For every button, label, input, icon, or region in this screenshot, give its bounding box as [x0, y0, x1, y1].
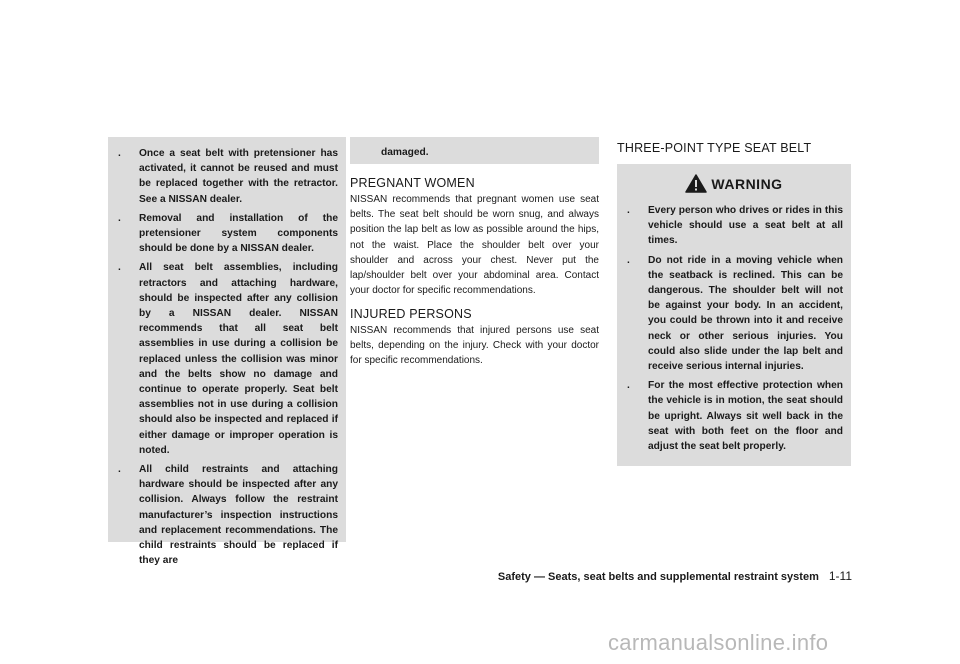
injured-persons-body: NISSAN recommends that injured persons use seat belts, depending on the injury. Check with your doctor for specific recommendations.: [350, 325, 599, 367]
warning-box-continued: [108, 137, 346, 567]
list-item: [116, 211, 338, 257]
warning-list-left: [116, 146, 338, 568]
list-item-text: Removal and installation of the pretensioner system components should be done by a NISSAN dealer.: [139, 212, 338, 255]
bullet-icon: .: [118, 148, 121, 159]
list-item: [625, 203, 843, 249]
injured-persons-heading: INJURED PERSONS: [350, 307, 472, 321]
list-item: [625, 378, 843, 454]
watermark: carmanualsonline.info: [608, 630, 829, 655]
warning-label: WARNING: [711, 175, 783, 192]
bullet-icon: .: [627, 205, 630, 216]
page-number: 1-11: [828, 569, 852, 583]
page-footer: [492, 569, 852, 583]
list-item-text: Every person who drives or rides in this vehicle should use a seat belt at all times.: [648, 205, 843, 247]
bullet-icon: .: [627, 254, 630, 266]
list-item: [116, 462, 338, 568]
list-item: [116, 260, 338, 458]
warning-list-right: [625, 203, 843, 454]
list-item-text: Once a seat belt with pretensioner has activated, it cannot be reused and must be replaced together with the retractor. See a NISSAN dealer.: [139, 148, 338, 205]
three-point-seat-belt-heading: THREE-POINT TYPE SEAT BELT: [617, 141, 812, 155]
bullet-icon: .: [118, 262, 121, 274]
list-item: [625, 253, 843, 375]
list-item-text: For the most effective protection when the vehicle is in motion, the seat should be upright. Always sit well back in the seat with both feet on the floor and adjust the seat belt properly.: [648, 380, 843, 453]
warning-triangle-icon: [685, 174, 707, 193]
warning-title: [625, 164, 843, 203]
list-item: [116, 146, 338, 207]
bullet-icon: .: [118, 212, 121, 224]
list-item-text: Do not ride in a moving vehicle when the seatback is reclined. This can be dangerous. The shoulder belt will not be against your body. In an accident, you could be thrown into it and receive neck or other serious injuries. You could also slide under the lap belt and receive serious internal injuries.: [648, 254, 843, 373]
footer-section-title: Safety — Seats, seat belts and supplemental restraint system: [497, 571, 819, 583]
list-item-text: All child restraints and attaching hardware should be inspected after any collision. Always follow the restraint manufacturer’s inspection instructions and replacement recommendations. The child restraints should be replaced if they are: [139, 464, 338, 567]
warning-box-continuation: [350, 137, 599, 164]
pregnant-women-heading: PREGNANT WOMEN: [350, 176, 475, 190]
bullet-icon: .: [118, 464, 121, 476]
bullet-icon: .: [627, 380, 630, 392]
pregnant-women-body: NISSAN recommends that pregnant women use seat belts. The seat belt should be worn snug, and always position the lap belt as low as possible around the hips, not the waist. Place the shoulder belt over your shoulder and across your chest. Never put the lap/shoulder belt over your abdominal area. Contact your doctor for specific recommendations.: [350, 194, 599, 297]
warning-box: [617, 164, 851, 466]
list-item-text: All seat belt assemblies, including retractors and attaching hardware, should be inspected after any collision by a NISSAN dealer. NISSAN recommends that all seat belt assemblies in use during a collision be replaced unless the collision was minor and the belts show no damage and continue to operate properly. Seat belt assemblies not in use during a collision should also be inspected and replaced if either damage or improper operation is noted.: [139, 262, 338, 456]
continuation-text: damaged.: [381, 147, 429, 158]
